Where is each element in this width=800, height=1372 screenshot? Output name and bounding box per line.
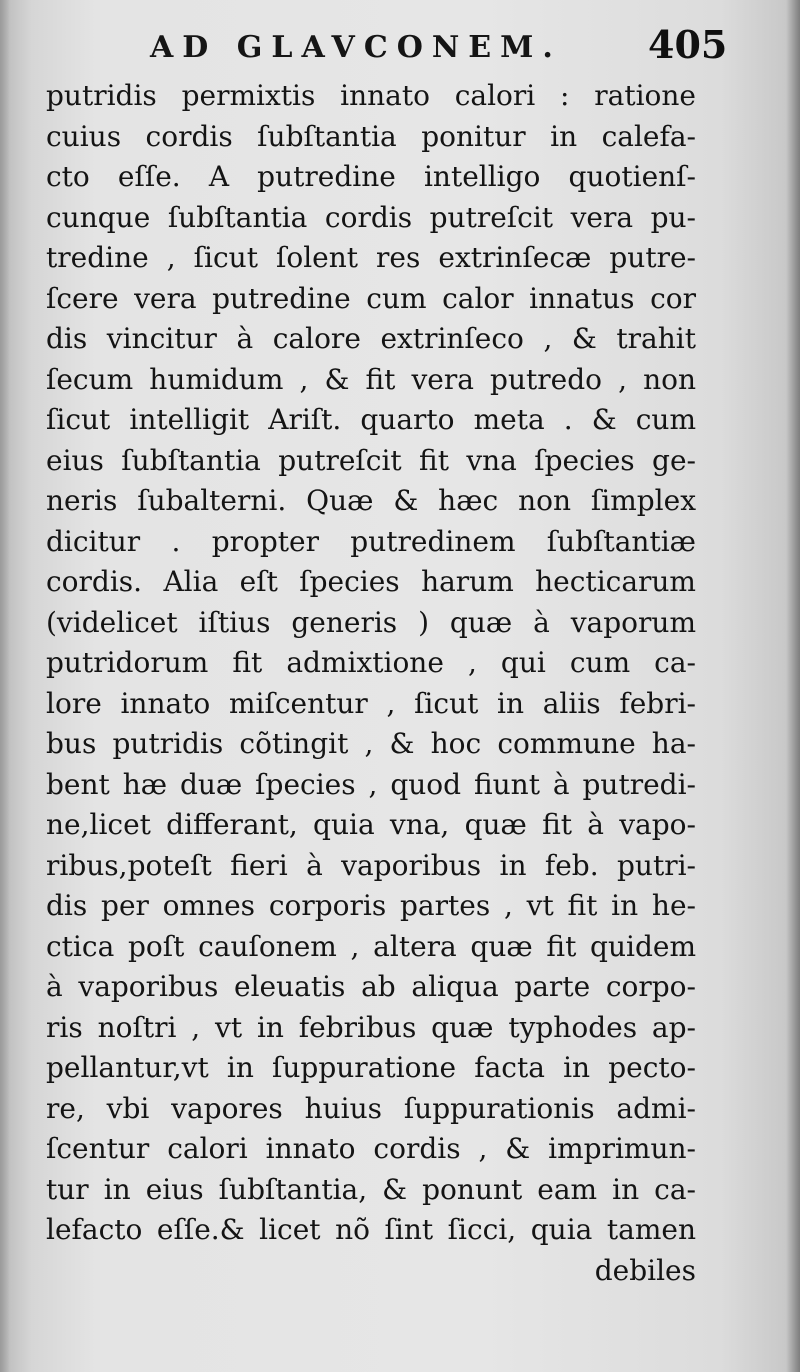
text-line: re, vbi vapores huius ſuppurationis admi- [46,1091,696,1125]
text-line: cunque ſubſtantia cordis putreſcit vera pu- [46,200,696,234]
catchword: debiles [594,1253,696,1287]
text-line: eius ſubſtantia putreſcit fit vna ſpecies ge- [46,443,696,477]
text-line: ſicut intelligit Ariſt. quarto meta . & cum [46,403,696,436]
text-line: tur in eius ſubſtantia, & ponunt eam in ca- [46,1172,696,1206]
page-left-edge-shadow [0,0,10,1372]
running-head: AD GLAVCONEM. [150,30,562,65]
text-line: ſecum humidum , & fit vera putredo , non [46,362,696,396]
text-line: ctica poſt cauſonem , altera quæ fit quidem [46,929,696,963]
text-line: ribus,poteſt fieri à vaporibus in feb. putri- [46,848,696,882]
text-line: ſcentur calori innato cordis , & imprimun- [46,1132,696,1165]
text-line: lefacto eſſe.& licet nõ ſint ſicci, quia tamen [46,1213,696,1246]
text-line: tredine , ſicut ſolent res extrinſecæ putre- [46,241,696,274]
text-line: ſcere vera putredine cum calor innatus cor [46,281,696,315]
text-line: neris ſubalterni. Quæ & hæc non ſimplex [46,484,696,517]
text-line: dicitur . propter putredinem ſubſtantiæ [46,524,696,558]
page-right-edge-shadow [786,0,800,1372]
text-line: pellantur,vt in ſuppuratione facta in pecto- [46,1051,696,1084]
text-line: cto eſſe. A putredine intelligo quotienſ- [46,160,696,193]
text-line: (videlicet iſtius generis ) quæ à vaporum [46,605,696,639]
body-text [46,76,696,1291]
text-line: putridorum fit admixtione , qui cum ca- [46,646,696,679]
text-line: dis vincitur à calore extrinſeco , & trahit [46,322,696,355]
text-line: ris noſtri , vt in febribus quæ typhodes ap- [46,1010,696,1044]
text-line: lore innato miſcentur , ſicut in aliis febri- [46,686,696,720]
text-line: à vaporibus eleuatis ab aliqua parte corpo- [46,970,696,1003]
text-line: ne,licet differant, quia vna, quæ fit à vapo- [46,808,696,841]
text-line: bent hæ duæ ſpecies , quod fiunt à putredi- [46,767,696,801]
text-line: putridis permixtis innato calori : ratione [46,79,696,112]
text-line: cordis. Alia eſt ſpecies harum hecticarum [46,565,696,598]
text-line: cuius cordis ſubſtantia ponitur in calefa- [46,119,696,153]
text-line: bus putridis cõtingit , & hoc commune ha- [46,727,696,760]
text-line: dis per omnes corporis partes , vt fit in he- [46,889,696,922]
page-number: 405 [648,22,728,67]
